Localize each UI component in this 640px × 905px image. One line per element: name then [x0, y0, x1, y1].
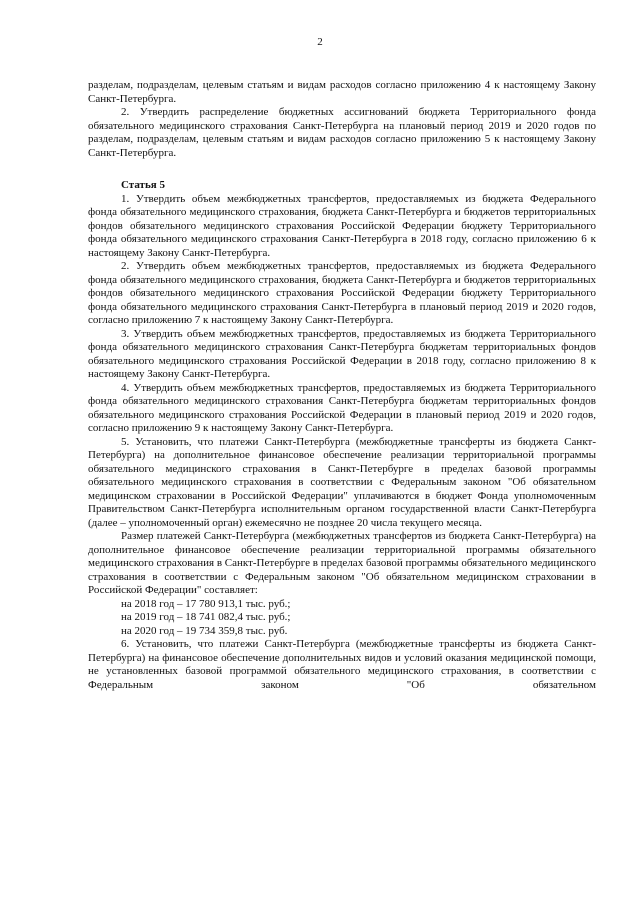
amount-2018: на 2018 год – 17 780 913,1 тыс. руб.;: [121, 597, 291, 610]
article-item-4: 4. Утвердить объем межбюджетных трансфертов, предоставляемых из бюджета Территориального фонда обязательного медицинского страхования Санкт-Петербурга бюджетам территориальных фондов обязательного медицинского страхования Российской Федерации в плановый период 2019 и 2020 годов, согласно приложению 9 к настоящему Закону Санкт-Петербурга.: [88, 381, 596, 434]
amount-2020: на 2020 год – 19 734 359,8 тыс. руб.: [121, 624, 288, 637]
article-item-6: 6. Установить, что платежи Санкт-Петербурга (межбюджетные трансферты из бюджета Санкт-Петербурга) на финансовое обеспечение дополнительных видов и условий оказания медицинской помощи, не установленных базовой программой обязательного медицинского страхования, в соответствии с Федеральным законом "Об обязательном: [88, 638, 596, 691]
payments-size-paragraph: Размер платежей Санкт-Петербурга (межбюджетных трансфертов из бюджета Санкт-Петербурга) на дополнительное финансовое обеспечение реализации территориальной программы обязательного медицинского страхования в Санкт-Петербурге в пределах базовой программы обязательного медицинского страхования в соответствии с Федеральным законом "Об обязательном медицинском страховании в Российской Федерации" составляет:: [88, 530, 596, 596]
article-heading: Статья 5: [121, 179, 165, 191]
article-item-2: 2. Утвердить объем межбюджетных трансфертов, предоставляемых из бюджета Федерального фонда обязательного медицинского страхования, бюджета Санкт-Петербурга и бюджетов территориальных фондов обязательного медицинского страхования Российской Федерации бюджету Территориального фонда обязательного медицинского страхования Санкт-Петербурга в плановый период 2019 и 2020 годов, согласно приложению 7 к настоящему Закону Санкт-Петербурга.: [88, 260, 596, 326]
paragraph-item-2: 2. Утвердить распределение бюджетных ассигнований бюджета Территориального фонда обязательного медицинского страхования Санкт-Петербурга на плановый период 2019 и 2020 годов по разделам, подразделам, целевым статьям и видам расходов согласно приложению 5 к настоящему Закону Санкт-Петербурга.: [88, 106, 596, 159]
page-number: 2: [317, 36, 323, 48]
article-item-1: 1. Утвердить объем межбюджетных трансфертов, предоставляемых из бюджета Федерального фонда обязательного медицинского страхования, бюджета Санкт-Петербурга и бюджетов территориальных фондов обязательного медицинского страхования Российской Федерации бюджету Территориального фонда обязательного медицинского страхования Санкт-Петербурга в 2018 году, согласно приложению 6 к настоящему Закону Санкт-Петербурга.: [88, 192, 596, 259]
amount-2019: на 2019 год – 18 741 082,4 тыс. руб.;: [121, 611, 291, 623]
article-item-5: 5. Установить, что платежи Санкт-Петербурга (межбюджетные трансферты из бюджета Санкт-Петербурга) на дополнительное финансовое обеспечение реализации территориальной программы обязательного медицинского страхования в Санкт-Петербурге в пределах базовой программы обязательного медицинского страхования в соответствии с Федеральным законом "Об обязательном медицинском страховании в Российской Федерации" уплачиваются в бюджет Фонда уполномоченным Правительством Санкт-Петербурга исполнительным органом государственной власти Санкт-Петербурга (далее – уполномоченный орган) ежемесячно не позднее 20 числа текущего месяца.: [88, 435, 596, 529]
spacer: [88, 160, 596, 179]
document-body: [88, 79, 596, 692]
paragraph-continuation: разделам, подразделам, целевым статьям и видам расходов согласно приложению 4 к настоящему Закону Санкт-Петербурга.: [88, 79, 596, 105]
article-item-3: 3. Утвердить объем межбюджетных трансфертов, предоставляемых из бюджета Территориального фонда обязательного медицинского страхования Санкт-Петербурга бюджетам территориальных фондов обязательного медицинского страхования Российской Федерации в 2018 году, согласно приложению 8 к настоящему Закону Санкт-Петербурга.: [88, 327, 596, 380]
